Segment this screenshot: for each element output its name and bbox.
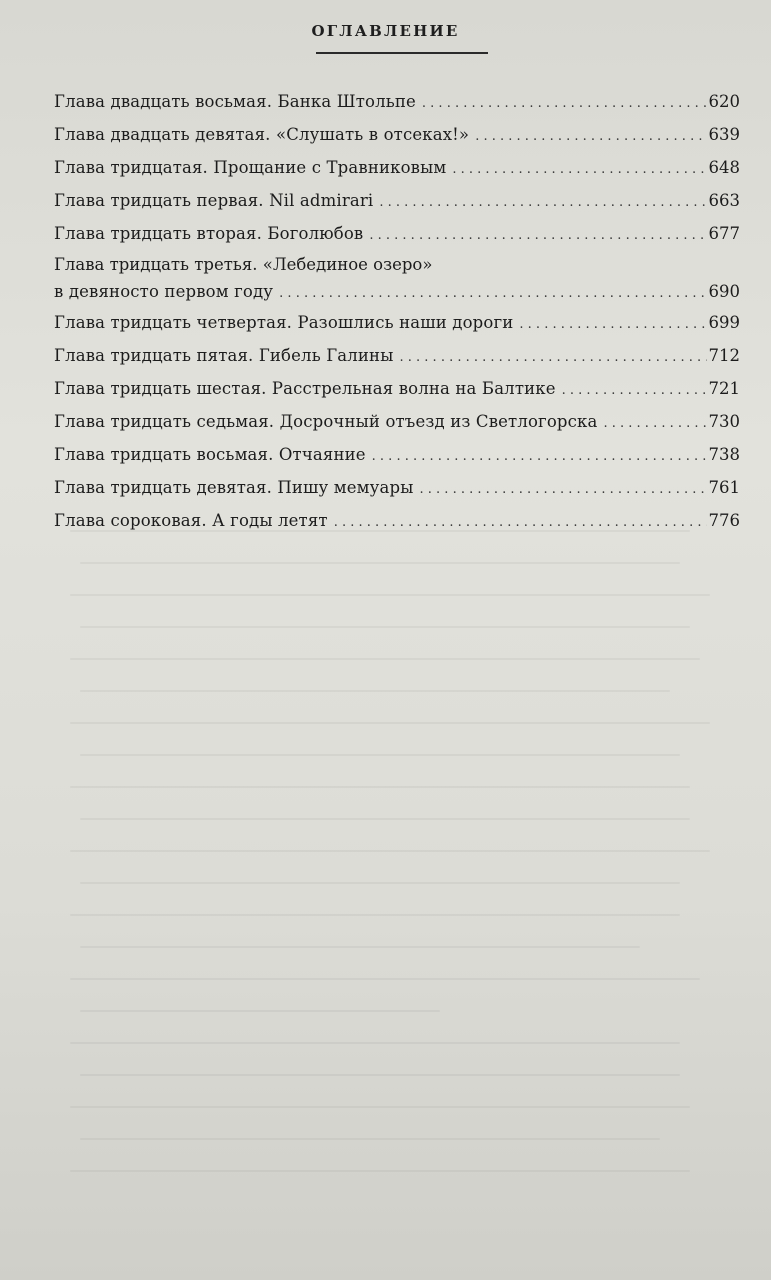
entry-page-number: 690	[708, 282, 740, 301]
toc-entry	[54, 373, 740, 406]
entry-title: Глава тридцать четвертая. Разошлись наши дороги	[54, 313, 514, 332]
dot-leader	[519, 309, 706, 340]
entry-title: в девяносто первом году	[54, 282, 274, 301]
entry-title: Глава тридцать вторая. Боголюбов	[54, 224, 364, 243]
toc-entry	[54, 406, 740, 439]
toc-entry	[54, 472, 740, 505]
page-heading: ОГЛАВЛЕНИЕ	[311, 22, 460, 40]
entry-page-number: 761	[708, 478, 740, 497]
entry-page-number: 699	[708, 313, 740, 332]
entry-page-number: 712	[708, 346, 740, 365]
dot-leader	[334, 507, 707, 538]
dot-leader	[603, 408, 706, 439]
reverse-side-bleed-through	[40, 520, 740, 1220]
entry-page-number: 663	[708, 191, 740, 210]
dot-leader	[422, 88, 707, 119]
dot-leader	[379, 187, 706, 218]
entry-title: Глава тридцать восьмая. Отчаяние	[54, 445, 366, 464]
toc-entry	[54, 439, 740, 472]
entry-page-number: 721	[708, 379, 740, 398]
dot-leader	[372, 441, 707, 472]
dot-leader	[369, 220, 706, 251]
toc-entry	[54, 119, 740, 152]
entry-title: Глава двадцать девятая. «Слушать в отсеках!»	[54, 125, 470, 144]
dot-leader	[420, 474, 707, 505]
toc-entry	[54, 218, 740, 251]
toc-entry	[54, 86, 740, 119]
toc-entry	[54, 152, 740, 185]
heading-underline	[316, 52, 488, 54]
entry-title: Глава тридцать первая. Nil admirari	[54, 191, 374, 210]
entry-title: Глава тридцать девятая. Пишу мемуары	[54, 478, 414, 497]
entry-page-number: 677	[708, 224, 740, 243]
entry-title: Глава тридцать пятая. Гибель Галины	[54, 346, 394, 365]
dot-leader	[475, 121, 706, 152]
entry-title: Глава тридцать шестая. Расстрельная волна на Балтике	[54, 379, 556, 398]
entry-page-number: 730	[708, 412, 740, 431]
dot-leader	[400, 342, 707, 373]
dot-leader	[562, 375, 707, 406]
entry-title: Глава тридцатая. Прощание с Травниковым	[54, 158, 447, 177]
toc-entry	[54, 340, 740, 373]
entry-title-line1: Глава тридцать третья. «Лебединое озеро»	[54, 255, 433, 274]
entry-page-number: 648	[708, 158, 740, 177]
dot-leader	[452, 154, 706, 185]
entry-title: Глава двадцать восьмая. Банка Штольпе	[54, 92, 416, 111]
entry-page-number: 620	[708, 92, 740, 111]
table-of-contents	[54, 86, 740, 538]
entry-title: Глава тридцать седьмая. Досрочный отъезд из Светлогорска	[54, 412, 598, 431]
entry-page-number: 738	[708, 445, 740, 464]
dot-leader	[279, 280, 706, 307]
toc-entry	[54, 307, 740, 340]
toc-entry	[54, 505, 740, 538]
entry-title: Глава сороковая. А годы летят	[54, 511, 328, 530]
toc-entry	[54, 185, 740, 218]
toc-entry	[54, 251, 740, 307]
entry-page-number: 639	[708, 125, 740, 144]
entry-page-number: 776	[708, 511, 740, 530]
